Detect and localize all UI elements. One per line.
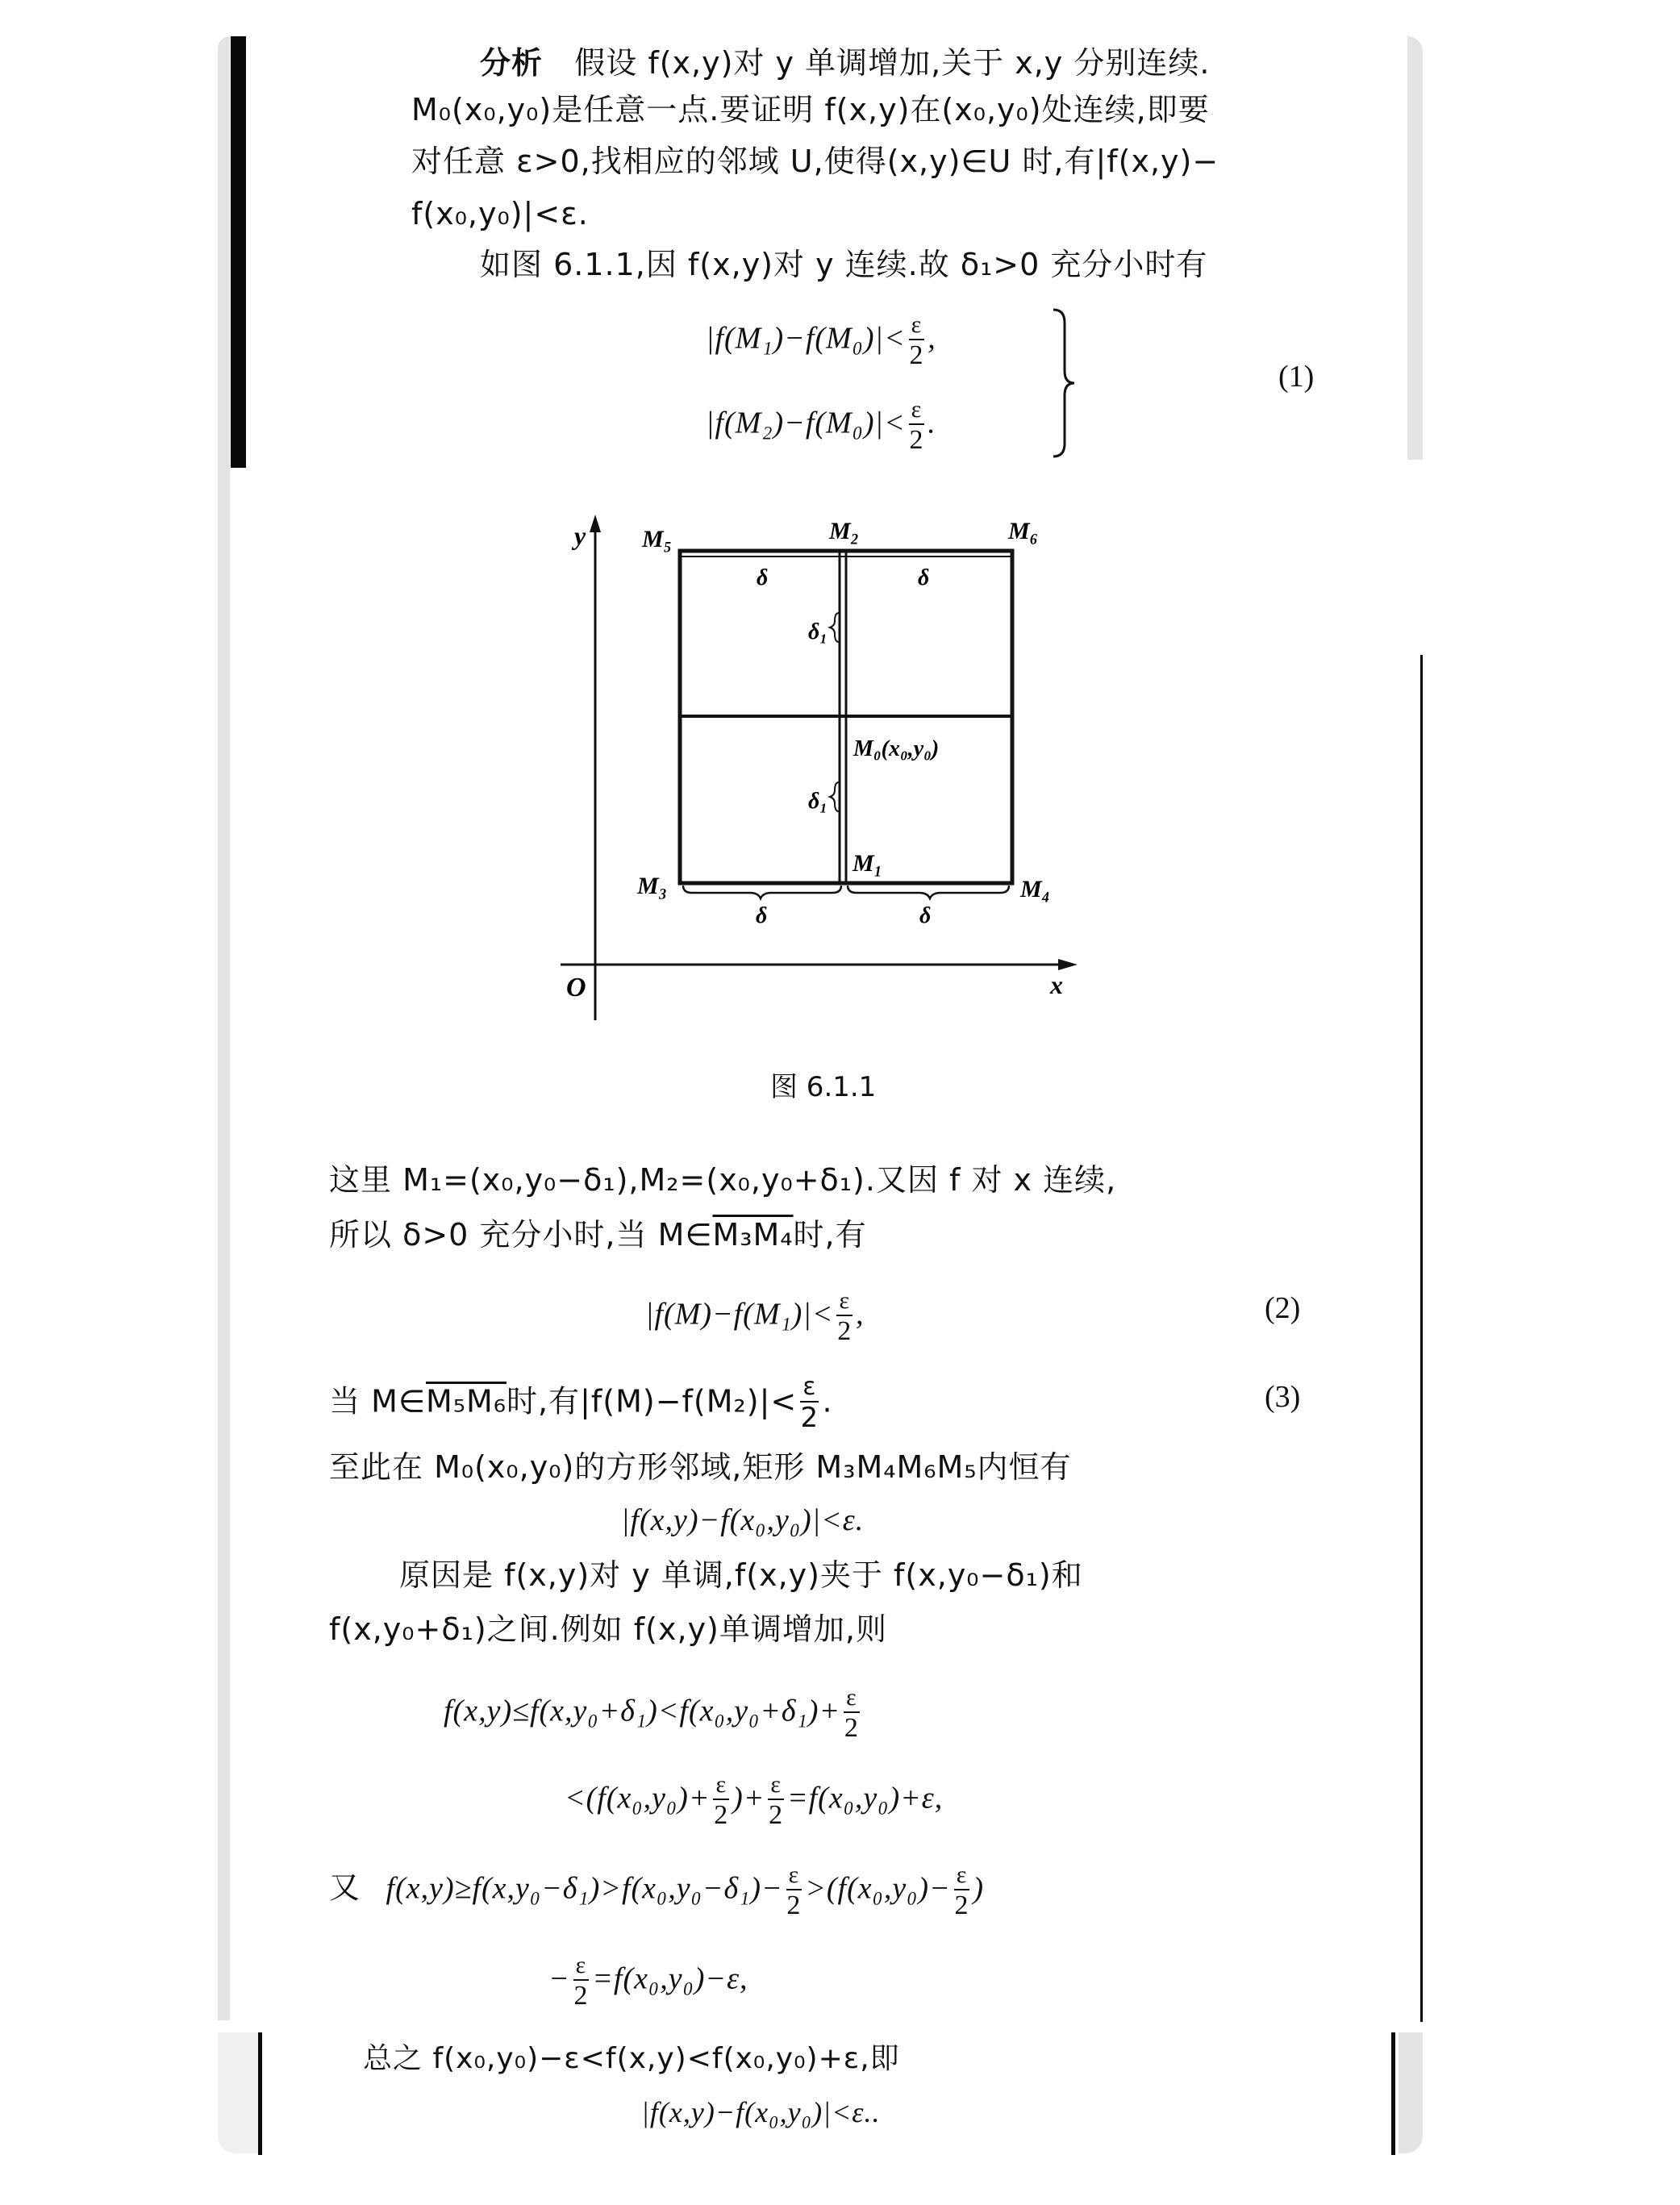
label-M4: M₄ xyxy=(1020,876,1051,902)
derivation-row-2: <(f(x₀,y₀)+ $\frac{\varepsilon}{2}$ )+ $\frac{\varepsilon}{2}$ =f(x₀,y₀)+ε, xyxy=(565,1771,944,1830)
analysis-line-3: 对任意 ε>0,找相应的邻域 U,使得(x,y)∈U 时,有|f(x,y)− xyxy=(411,144,1219,179)
equation-number-2: (2) xyxy=(1265,1291,1301,1325)
page-right-scan-edge-bottom xyxy=(1391,2032,1395,2155)
label-delta1-upper: δ₁ xyxy=(808,619,828,644)
fraction: $\frac{\varepsilon}{2}$ xyxy=(837,1287,853,1346)
figure-caption: 图 6.1.1 xyxy=(770,1071,877,1103)
fraction: $\frac{\varepsilon}{2}$ xyxy=(800,1373,819,1434)
section3-line-3: f(x,y₀+δ₁)之间.例如 f(x,y)单调增加,则 xyxy=(329,1611,887,1647)
label-delta-top-left: δ xyxy=(757,565,769,590)
fraction: $\frac{\varepsilon}{2}$ xyxy=(909,311,924,370)
label-M3: M₃ xyxy=(637,873,668,899)
equation-3: 当 M∈M₅M₆时,有|f(M)−f(M₂)|< $\frac{\varepsilon}{2}$ . xyxy=(329,1373,833,1434)
label-delta-bottom-left: δ xyxy=(756,903,768,928)
conclusion-line-1: 总之 f(x₀,y₀)−ε<f(x,y)<f(x₀,y₀)+ε,即 xyxy=(363,2042,900,2075)
derivation-row-4: − $\frac{\varepsilon}{2}$ =f(x₀,y₀)−ε, xyxy=(548,1952,748,2011)
equation-1-row-2: |f(M₂)−f(M₀)|< $\frac{\varepsilon}{2}$ . xyxy=(706,396,936,455)
equation-2: |f(M)−f(M₁)|< $\frac{\varepsilon}{2}$ , xyxy=(645,1287,865,1346)
x-axis-label: x xyxy=(1050,970,1063,999)
page-left-shadow-bottom xyxy=(218,2032,262,2153)
y-axis-label: y xyxy=(574,521,586,550)
fraction: $\frac{\varepsilon}{2}$ xyxy=(909,396,924,455)
segment-M5M6: M₅M₆ xyxy=(425,1383,507,1419)
fraction: $\frac{\varepsilon}{2}$ xyxy=(573,1952,589,2011)
section2-line-1: 这里 M₁=(x₀,y₀−δ₁),M₂=(x₀,y₀+δ₁).又因 f 对 x 连续, xyxy=(329,1162,1117,1198)
label-delta1-lower: δ₁ xyxy=(808,789,828,814)
section3-line-2: 原因是 f(x,y)对 y 单调,f(x,y)夹于 f(x,y₀−δ₁)和 xyxy=(399,1557,1083,1593)
analysis-line-5: 如图 6.1.1,因 f(x,y)对 y 连续.故 δ₁>0 充分小时有 xyxy=(480,247,1208,282)
equation-1-row-1: |f(M₁)−f(M₀)|< $\frac{\varepsilon}{2}$ , xyxy=(706,311,936,370)
label-M1: M₁ xyxy=(853,850,883,877)
page-right-scan-edge xyxy=(1420,655,1423,2022)
derivation-row-3: 又 f(x,y)≥f(x,y₀−δ₁)>f(x₀,y₀−δ₁)− $\frac{\varepsilon}{2}$ >(f(x₀,y₀)− $\frac{\varepsilon}{2}$ ) xyxy=(329,1861,984,1920)
segment-M3M4: M₃M₄ xyxy=(712,1217,794,1253)
fraction: $\frac{\varepsilon}{2}$ xyxy=(714,1771,729,1830)
fraction: $\frac{\varepsilon}{2}$ xyxy=(844,1684,859,1743)
origin-label: O xyxy=(566,973,586,1002)
equation-number-3: (3) xyxy=(1265,1380,1301,1414)
analysis-line-1 xyxy=(480,44,1210,81)
section2-line-2: 所以 δ>0 充分小时,当 M∈M₃M₄时,有 xyxy=(329,1217,867,1253)
analysis-line-2: M₀(x₀,y₀)是任意一点.要证明 f(x,y)在(x₀,y₀)处连续,即要 xyxy=(411,92,1210,127)
right-brace-icon xyxy=(1048,306,1081,460)
fraction: $\frac{\varepsilon}{2}$ xyxy=(769,1771,784,1830)
analysis-line-4: f(x₀,y₀)|<ε. xyxy=(411,196,589,231)
label-M6: M₆ xyxy=(1008,518,1039,544)
page-right-shadow-bottom xyxy=(1399,2032,1423,2153)
page-left-shadow-top xyxy=(218,36,230,2020)
label-delta-bottom-right: δ xyxy=(919,903,932,928)
label-delta-top-right: δ xyxy=(918,565,930,590)
analysis-text: 假设 f(x,y)对 y 单调增加,关于 x,y 分别连续. xyxy=(574,45,1211,81)
section3-centered-equation: |f(x,y)−f(x₀,y₀)|<ε. xyxy=(621,1503,865,1537)
fraction: $\frac{\varepsilon}{2}$ xyxy=(954,1861,969,1920)
analysis-heading: 分析 xyxy=(480,45,544,81)
figure-6-1-1 xyxy=(548,500,1097,1024)
derivation-row-1: f(x,y)≤f(x,y₀+δ₁)<f(x₀,y₀+δ₁)+ $\frac{\varepsilon}{2}$ xyxy=(444,1684,859,1743)
page-left-scan-edge xyxy=(231,36,246,468)
derivation-label-also: 又 xyxy=(329,1869,361,1906)
page-right-shadow-top xyxy=(1407,36,1423,460)
label-M5: M₅ xyxy=(642,526,673,552)
conclusion-line-2: |f(x,y)−f(x₀,y₀)|<ε.. xyxy=(641,2096,881,2128)
label-M0: M₀(x₀,y₀) xyxy=(853,736,940,761)
equation-number-1: (1) xyxy=(1278,360,1315,394)
section3-line-1: 至此在 M₀(x₀,y₀)的方形邻域,矩形 M₃M₄M₆M₅内恒有 xyxy=(329,1449,1072,1485)
fraction: $\frac{\varepsilon}{2}$ xyxy=(786,1861,802,1920)
label-M2: M₂ xyxy=(829,518,860,544)
page-left-scan-edge-bottom xyxy=(258,2032,262,2155)
